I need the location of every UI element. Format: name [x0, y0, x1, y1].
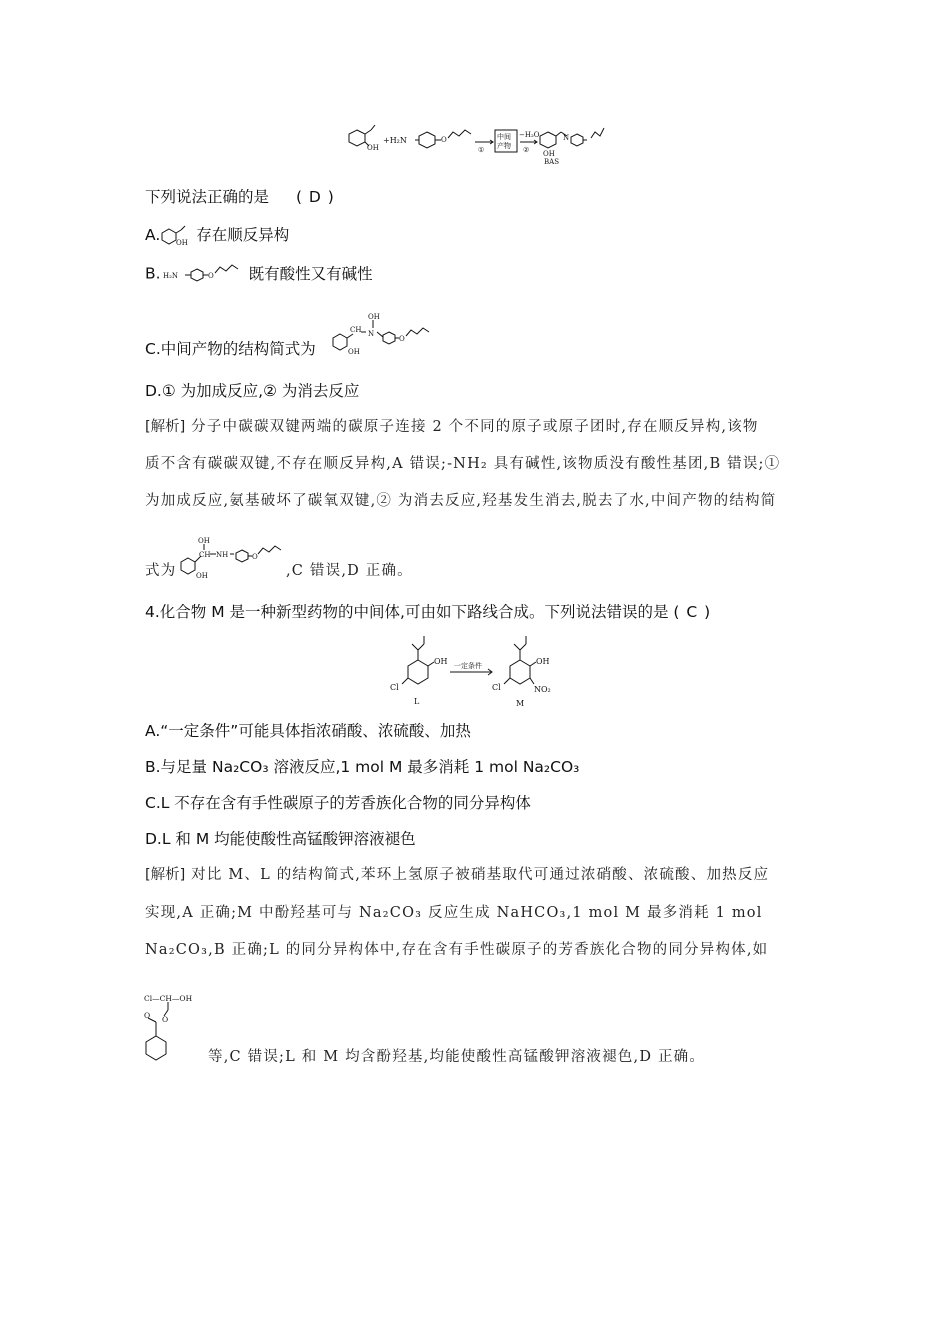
q3-analysis-text-4-pre: 式为	[145, 563, 177, 579]
q4-stem	[145, 601, 711, 623]
q4-analysis-line-3	[145, 939, 768, 961]
q4-m-no2: NO₂	[534, 685, 551, 694]
q3-option-a-text: 存在顺反异构	[196, 226, 290, 244]
analysis-nh-nh: NH	[216, 551, 229, 559]
chiral-isomer-structure	[144, 990, 208, 1068]
q3-analysis-line-1	[145, 416, 759, 438]
q3-option-b-prefix: B.	[145, 264, 161, 283]
option-a-oh: OH	[176, 238, 189, 247]
analysis-oh-top: OH	[198, 537, 210, 545]
q3-option-d-text: D.① 为加成反应,② 为消去反应	[145, 382, 360, 400]
q3-option-b-text: 既有酸性又有碱性	[248, 264, 373, 283]
q4-option-c-text: C.L 不存在含有手性碳原子的芳香族化合物的同分异构体	[145, 794, 531, 812]
q3-analysis-text-1: 分子中碳碳双键两端的碳原子连接 2 个不同的原子或原子团时,存在顺反异构,该物	[191, 419, 759, 435]
q4-analysis-text-1: 对比 M、L 的结构简式,苯环上氢原子被硝基取代可通过浓硝酸、浓硫酸、加热反应	[191, 867, 770, 883]
chiral-isomer-drawing	[144, 990, 208, 1068]
q4-m-cl: Cl	[492, 683, 501, 692]
salicylaldehyde-structure	[160, 225, 196, 247]
intermediate-structure	[328, 310, 444, 358]
q4-analysis-line-4	[208, 1046, 705, 1068]
option-c-o: O	[399, 335, 405, 343]
isomer-ester-o: O	[162, 1015, 169, 1024]
q3-analysis-tag: [解析]	[145, 419, 186, 435]
option-c-oh-top: OH	[368, 313, 380, 321]
q4-condition: 一定条件	[454, 662, 482, 670]
q3-analysis-text-3: 为加成反应,氨基破坏了碳氧双键,② 为消去反应,羟基发生消去,脱去了水,中间产物的结构简	[145, 493, 777, 509]
reaction-scheme-drawing	[345, 120, 605, 166]
q4-reaction-scheme	[388, 632, 568, 712]
q4-analysis-text-3: Na₂CO₃,B 正确;L 的同分异构体中,存在含有手性碳原子的芳香族化合物的同分异构体,如	[145, 942, 769, 958]
q4-l-oh: OH	[434, 657, 448, 666]
scheme-oh-label-1: OH	[367, 144, 379, 152]
q4-option-b-text: B.与足量 Na₂CO₃ 溶液反应,1 mol M 最多消耗 1 mol Na₂CO₃	[145, 758, 580, 776]
q4-analysis-tag: [解析]	[145, 867, 186, 883]
option-c-ch: CH	[350, 326, 362, 334]
bas-reaction-scheme	[345, 120, 605, 166]
q4-option-b	[145, 756, 579, 778]
intermediate-structure-analysis-drawing	[176, 534, 286, 582]
intermediate-structure-analysis	[176, 534, 286, 582]
amine-structure	[161, 261, 243, 287]
q3-option-c-text: C.中间产物的结构简式为	[145, 340, 316, 358]
q4-answer: ( C )	[673, 603, 712, 621]
q4-option-d	[145, 828, 416, 850]
q3-answer: ( D )	[295, 188, 335, 206]
q4-l-cl: Cl	[390, 683, 399, 692]
q3-analysis-line-4	[145, 560, 176, 582]
q3-option-a	[145, 224, 289, 247]
scheme-n-label: N	[563, 134, 570, 142]
q4-option-a	[145, 720, 471, 742]
scheme-intermediate-line1: 中间	[497, 133, 511, 141]
q3-stem	[145, 186, 335, 208]
q3-stem-text: 下列说法正确的是	[145, 188, 270, 206]
q3-option-b	[145, 261, 373, 287]
scheme-step1: ①	[478, 146, 485, 154]
analysis-ch: CH	[199, 551, 211, 559]
scheme-plus-amine: +H₂N	[383, 136, 407, 145]
scheme-intermediate-line2: 产物	[497, 142, 511, 150]
q3-analysis-text-4-post: ,C 错误,D 正确。	[286, 563, 413, 579]
q3-analysis-line-3	[145, 490, 776, 512]
q3-option-d	[145, 380, 359, 402]
option-b-o: O	[207, 272, 214, 280]
q3-analysis-text-2: 质不含有碳碳双键,不存在顺反异构,A 错误;-NH₂ 具有碱性,该物质没有酸性基团,B 错误;①	[145, 456, 781, 472]
isomer-chain: Cl—CH—OH	[144, 994, 193, 1003]
scheme-product-name: BAS	[544, 158, 559, 166]
q4-stem-text: 4.化合物 M 是一种新型药物的中间体,可由如下路线合成。下列说法错误的是	[145, 603, 669, 621]
option-c-n: N	[368, 330, 375, 338]
scheme-ether-o: O	[441, 136, 447, 144]
q3-option-c	[145, 338, 316, 360]
q4-option-d-text: D.L 和 M 均能使酸性高锰酸钾溶液褪色	[145, 830, 416, 848]
scheme-step2: ②	[523, 146, 530, 154]
option-c-oh-bottom: OH	[348, 348, 360, 356]
q4-option-c	[145, 792, 531, 814]
intermediate-structure-drawing	[328, 310, 444, 358]
q4-reaction-drawing	[388, 632, 568, 712]
q4-label-m: M	[516, 699, 525, 708]
q3-option-a-prefix: A.	[145, 226, 161, 244]
q3-analysis-line-4-post	[286, 560, 413, 582]
isomer-carbonyl-o: O	[144, 1011, 151, 1020]
analysis-o: O	[252, 553, 258, 561]
scheme-minus-water: −H₂O	[519, 131, 540, 139]
q4-label-l: L	[414, 697, 420, 706]
analysis-oh-bottom: OH	[196, 572, 208, 580]
q4-analysis-text-4: 等,C 错误;L 和 M 均含酚羟基,均能使酸性高锰酸钾溶液褪色,D 正确。	[208, 1049, 706, 1065]
q4-analysis-text-2: 实现,A 正确;M 中酚羟基可与 Na₂CO₃ 反应生成 NaHCO₃,1 mol M 最多消耗 1 mol	[145, 905, 763, 921]
q4-analysis-line-1	[145, 864, 769, 886]
q4-analysis-line-2	[145, 902, 763, 924]
q4-m-oh: OH	[536, 657, 550, 666]
q3-analysis-line-2	[145, 453, 780, 475]
scheme-oh-label-2: OH	[543, 150, 555, 158]
q4-option-a-text: A.“一定条件”可能具体指浓硝酸、浓硫酸、加热	[145, 722, 471, 740]
option-b-h2n: H₂N	[162, 272, 178, 280]
